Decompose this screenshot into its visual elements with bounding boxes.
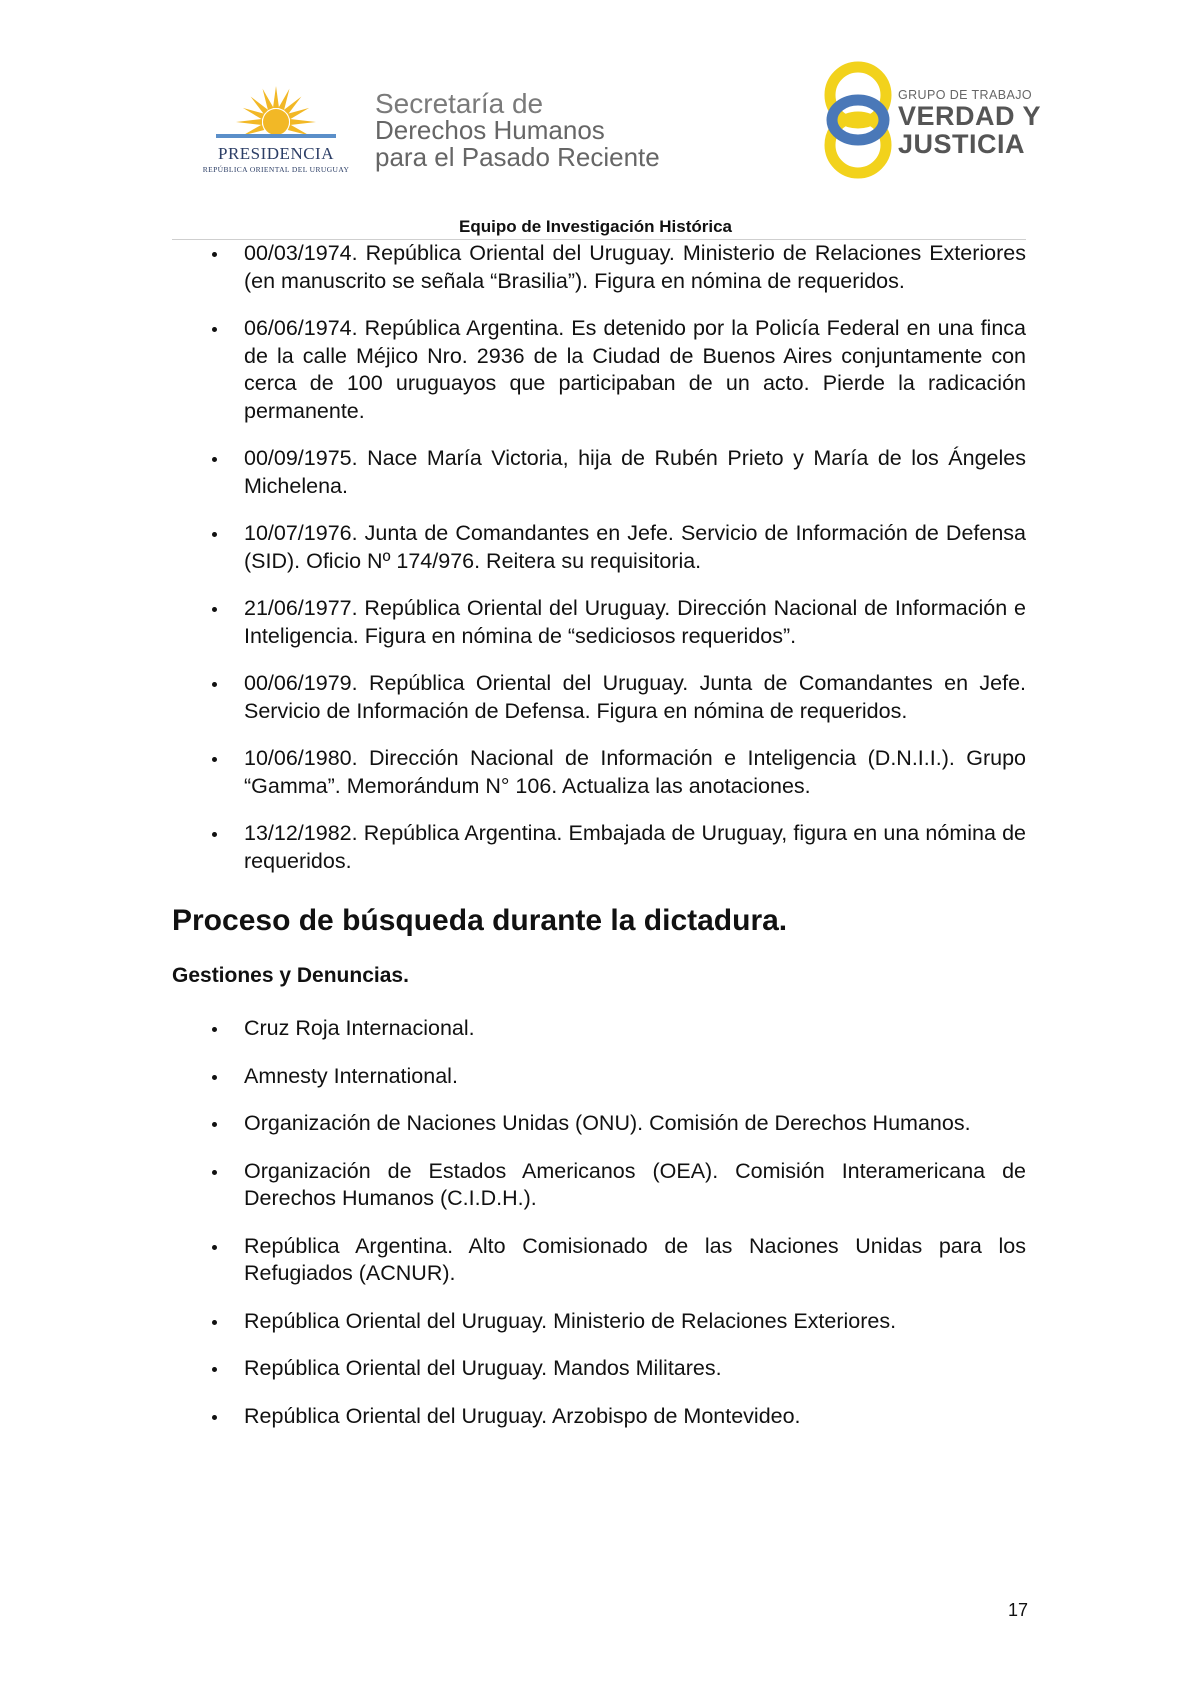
list-item	[172, 240, 1026, 295]
secretaria-title	[375, 90, 660, 171]
bullet-icon	[212, 832, 217, 837]
bullet-icon	[212, 1415, 217, 1420]
list-item-text: Organización de Estados Americanos (OEA). Comisión Interamericana de Derechos Humanos (C.I.D.H.).	[244, 1158, 1026, 1210]
list-item-text: 06/06/1974. República Argentina. Es detenido por la Policía Federal en una finca de la calle Méjico Nro. 2936 de la Ciudad de Buenos Aires conjuntamente con cerca de 100 uruguayos que participaban de un acto. Pierde la radicación permanente.	[244, 316, 1026, 423]
page-number: 17	[1007, 1600, 1028, 1620]
secretaria-line-1: Secretaría de	[375, 88, 544, 119]
list-item	[172, 445, 1026, 500]
bullet-icon	[212, 327, 217, 332]
page-header	[0, 0, 1191, 240]
list-item-text: 10/07/1976. Junta de Comandantes en Jefe. Servicio de Información de Defensa (SID). Oficio Nº 174/976. Reitera su requisitoria.	[244, 521, 1026, 573]
secretaria-line-2: Derechos Humanos	[375, 115, 605, 145]
verdad-justicia-wordmark	[898, 88, 1041, 158]
list-item-text: 13/12/1982. República Argentina. Embajada de Uruguay, figura en una nómina de requeridos.	[244, 821, 1026, 873]
subsection-title: Gestiones y Denuncias.	[172, 964, 409, 987]
list-item	[172, 1403, 1026, 1431]
list-item	[172, 1015, 1026, 1043]
equipo-heading: Equipo de Investigación Histórica	[459, 217, 732, 236]
document-body	[172, 240, 1026, 1450]
list-item-text: Organización de Naciones Unidas (ONU). Comisión de Derechos Humanos.	[244, 1111, 971, 1135]
list-item-text: 00/09/1975. Nace María Victoria, hija de Rubén Prieto y María de los Ángeles Michelena.	[244, 446, 1026, 498]
list-item	[172, 315, 1026, 425]
timeline-list	[172, 240, 1026, 875]
list-item	[172, 670, 1026, 725]
list-item	[172, 1308, 1026, 1336]
bullet-icon	[212, 1075, 217, 1080]
bullet-icon	[212, 1122, 217, 1127]
bullet-icon	[212, 1367, 217, 1372]
list-item	[172, 745, 1026, 800]
list-item-text: República Argentina. Alto Comisionado de las Naciones Unidas para los Refugiados (ACNUR).	[244, 1233, 1026, 1285]
secretaria-line-3: para el Pasado Reciente	[375, 142, 660, 172]
list-item-text: Amnesty International.	[244, 1063, 458, 1088]
verdad-label: VERDAD Y	[898, 101, 1042, 131]
list-item	[172, 1355, 1026, 1383]
list-item-text: República Oriental del Uruguay. Ministerio de Relaciones Exteriores.	[244, 1308, 897, 1333]
bullet-icon	[212, 457, 217, 462]
grupo-label: GRUPO DE TRABAJO	[898, 88, 1032, 102]
presidencia-label: PRESIDENCIA	[217, 144, 334, 163]
bullet-icon	[212, 757, 217, 762]
list-item-text: 00/06/1979. República Oriental del Uruguay. Junta de Comandantes en Jefe. Servicio de Información de Defensa. Figura en nómina de requeridos.	[244, 671, 1026, 723]
list-item-text: República Oriental del Uruguay. Arzobispo de Montevideo.	[244, 1403, 801, 1428]
bullet-icon	[212, 607, 217, 612]
list-item	[172, 1233, 1026, 1288]
bullet-icon	[212, 532, 217, 537]
list-item-text: República Oriental del Uruguay. Mandos Militares.	[244, 1356, 722, 1380]
justicia-label: JUSTICIA	[898, 129, 1026, 159]
bullet-icon	[212, 1027, 217, 1032]
section-title: Proceso de búsqueda durante la dictadura.	[172, 904, 788, 937]
list-item	[172, 820, 1026, 875]
list-item	[172, 595, 1026, 650]
list-item	[172, 1110, 1026, 1138]
list-item-text: 21/06/1977. República Oriental del Uruguay. Dirección Nacional de Información e Inteligencia. Figura en nómina de “sediciosos requeridos”.	[244, 596, 1026, 648]
list-item	[172, 520, 1026, 575]
bullet-icon	[212, 1170, 217, 1175]
bullet-icon	[212, 1245, 217, 1250]
list-item	[172, 1158, 1026, 1213]
list-item	[172, 1063, 1026, 1091]
gestiones-list	[172, 1015, 1026, 1430]
bullet-icon	[212, 252, 217, 257]
bullet-icon	[212, 1320, 217, 1325]
list-item-text: Cruz Roja Internacional.	[244, 1016, 475, 1040]
list-item-text: 10/06/1980. Dirección Nacional de Información e Inteligencia (D.N.I.I.). Grupo “Gamma”. Memorándum N° 106. Actualiza las anotaciones.	[244, 746, 1026, 798]
presidencia-subtitle: REPÚBLICA ORIENTAL DEL URUGUAY	[202, 165, 350, 174]
bullet-icon	[212, 682, 217, 687]
list-item-text: 00/03/1974. República Oriental del Uruguay. Ministerio de Relaciones Exteriores (en manuscrito se señala “Brasilia”). Figura en nómina de requeridos.	[244, 241, 1026, 293]
